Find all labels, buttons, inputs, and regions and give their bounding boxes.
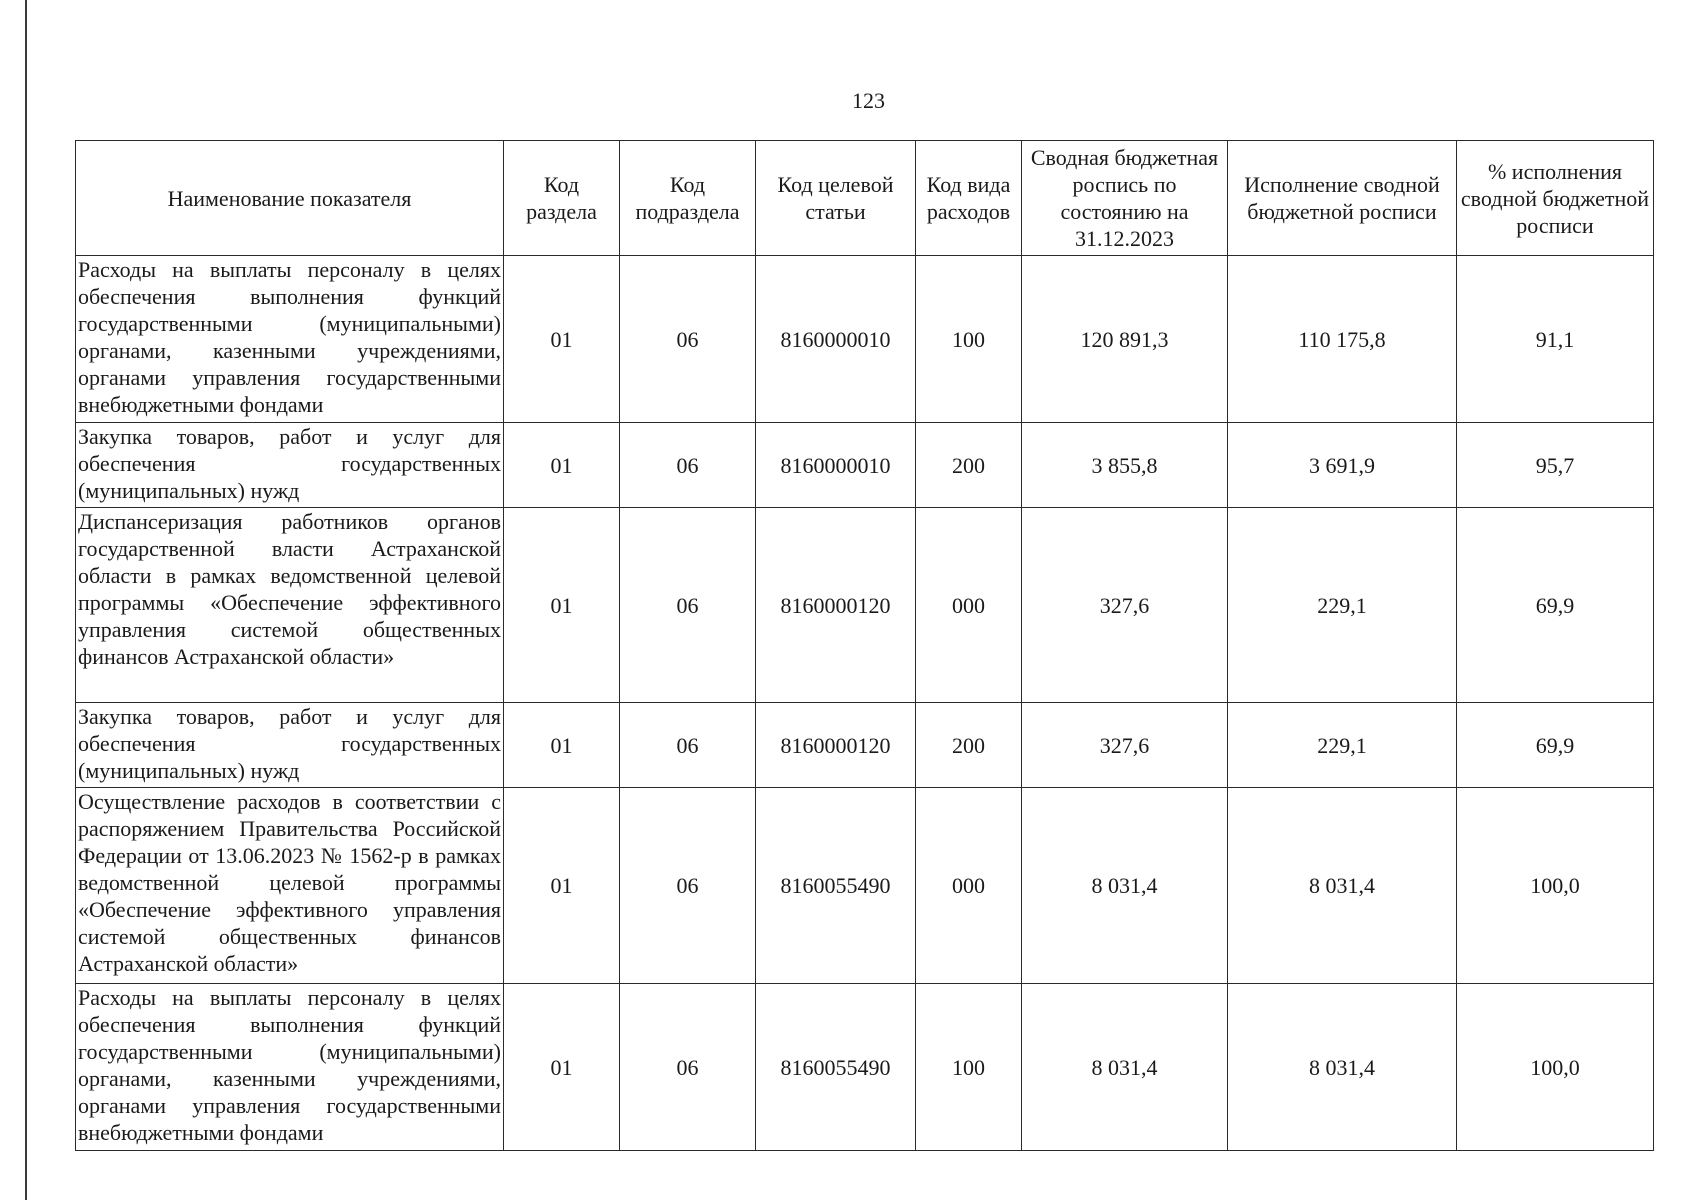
target-code-cell: 8160055490 xyxy=(756,788,916,984)
subsection-code-cell: 06 xyxy=(620,423,756,508)
expense-type-cell: 100 xyxy=(916,984,1022,1151)
header-indicator-name: Наименование показателя xyxy=(76,141,504,256)
table-row xyxy=(76,984,1654,1151)
target-code-cell: 8160000010 xyxy=(756,423,916,508)
header-execution-percent: % исполнения сводной бюджетной росписи xyxy=(1457,141,1654,256)
executed-amount-cell: 3 691,9 xyxy=(1228,423,1457,508)
table-header-row xyxy=(76,141,1654,256)
indicator-name-cell: Расходы на выплаты персоналу в целях обеспечения выполнения функций государственными (муниципальными) органами, казенными учреждениями, органами управления государственными внебюджетными фондами xyxy=(76,984,504,1151)
percent-cell: 100,0 xyxy=(1457,788,1654,984)
executed-amount-cell: 8 031,4 xyxy=(1228,984,1457,1151)
header-target-article-code: Код целевой статьи xyxy=(756,141,916,256)
indicator-name-cell: Закупка товаров, работ и услуг для обеспечения государственных (муниципальных) нужд xyxy=(76,423,504,508)
percent-cell: 95,7 xyxy=(1457,423,1654,508)
planned-amount-cell: 327,6 xyxy=(1022,703,1228,788)
percent-cell: 100,0 xyxy=(1457,984,1654,1151)
expense-type-cell: 200 xyxy=(916,703,1022,788)
expense-type-cell: 000 xyxy=(916,788,1022,984)
subsection-code-cell: 06 xyxy=(620,984,756,1151)
section-code-cell: 01 xyxy=(504,788,620,984)
executed-amount-cell: 229,1 xyxy=(1228,703,1457,788)
indicator-name-cell: Осуществление расходов в соответствии с распоряжением Правительства Российской Федерации от 13.06.2023 № 1562-р в рамках ведомственной целевой программы «Обеспечение эффективного управления системой общественных финансов Астраханской области» xyxy=(76,788,504,984)
planned-amount-cell: 3 855,8 xyxy=(1022,423,1228,508)
percent-cell: 69,9 xyxy=(1457,508,1654,703)
budget-execution-table xyxy=(75,140,1654,1151)
expense-type-cell: 200 xyxy=(916,423,1022,508)
table-row xyxy=(76,423,1654,508)
subsection-code-cell: 06 xyxy=(620,256,756,423)
executed-amount-cell: 8 031,4 xyxy=(1228,788,1457,984)
expense-type-cell: 100 xyxy=(916,256,1022,423)
target-code-cell: 8160000010 xyxy=(756,256,916,423)
subsection-code-cell: 06 xyxy=(620,703,756,788)
table-row xyxy=(76,508,1654,703)
planned-amount-cell: 8 031,4 xyxy=(1022,984,1228,1151)
target-code-cell: 8160055490 xyxy=(756,984,916,1151)
header-budget-execution: Исполнение сводной бюджетной росписи xyxy=(1228,141,1457,256)
expense-type-cell: 000 xyxy=(916,508,1022,703)
section-code-cell: 01 xyxy=(504,423,620,508)
section-code-cell: 01 xyxy=(504,984,620,1151)
indicator-name-cell: Диспансеризация работников органов государственной власти Астраханской области в рамках ведомственной целевой программы «Обеспечение эффективного управления системой общественных финансов Астраханской области» xyxy=(76,508,504,703)
header-section-code: Код раздела xyxy=(504,141,620,256)
executed-amount-cell: 110 175,8 xyxy=(1228,256,1457,423)
header-expense-type-code: Код вида расходов xyxy=(916,141,1022,256)
table-row xyxy=(76,256,1654,423)
section-code-cell: 01 xyxy=(504,703,620,788)
executed-amount-cell: 229,1 xyxy=(1228,508,1457,703)
section-code-cell: 01 xyxy=(504,508,620,703)
indicator-name-cell: Закупка товаров, работ и услуг для обеспечения государственных (муниципальных) нужд xyxy=(76,703,504,788)
binding-margin-line xyxy=(25,0,27,1200)
header-budget-plan: Сводная бюджетная роспись по состоянию на 31.12.2023 xyxy=(1022,141,1228,256)
table-row xyxy=(76,788,1654,984)
planned-amount-cell: 120 891,3 xyxy=(1022,256,1228,423)
target-code-cell: 8160000120 xyxy=(756,508,916,703)
target-code-cell: 8160000120 xyxy=(756,703,916,788)
table-row xyxy=(76,703,1654,788)
planned-amount-cell: 327,6 xyxy=(1022,508,1228,703)
percent-cell: 69,9 xyxy=(1457,703,1654,788)
page-number: 123 xyxy=(852,88,885,113)
percent-cell: 91,1 xyxy=(1457,256,1654,423)
subsection-code-cell: 06 xyxy=(620,788,756,984)
subsection-code-cell: 06 xyxy=(620,508,756,703)
planned-amount-cell: 8 031,4 xyxy=(1022,788,1228,984)
section-code-cell: 01 xyxy=(504,256,620,423)
header-subsection-code: Код подраздела xyxy=(620,141,756,256)
indicator-name-cell: Расходы на выплаты персоналу в целях обеспечения выполнения функций государственными (муниципальными) органами, казенными учреждениями, органами управления государственными внебюджетными фондами xyxy=(76,256,504,423)
